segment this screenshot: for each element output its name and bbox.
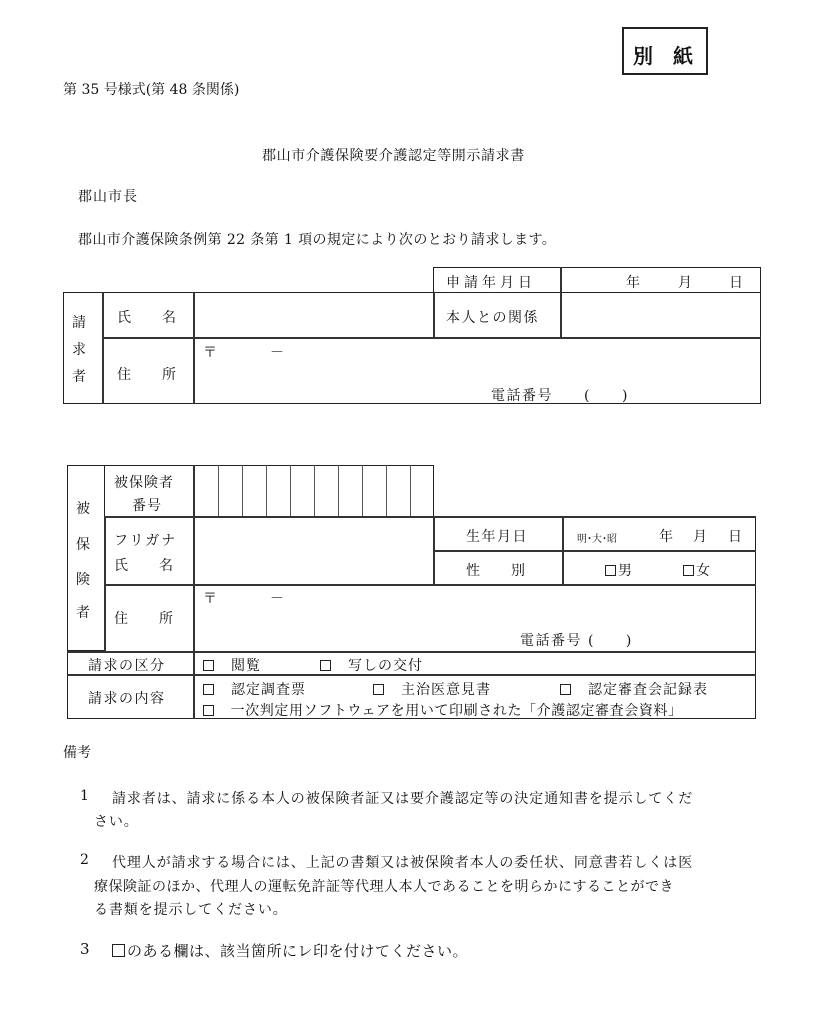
intro-text: 郡山市介護保険条例第 22 条第 1 項の規定により次のとおり請求します。 (78, 232, 557, 248)
address-field[interactable] (196, 340, 759, 402)
digit-divider (410, 465, 411, 517)
phone-label: 電話番号 ( ) (491, 388, 629, 404)
insured-address-field[interactable] (196, 587, 754, 649)
divider (102, 292, 104, 404)
note-2-line2: 療保険証のほか、代理人の運転免許証等代理人本人であることを明らかにすることができ (94, 879, 674, 895)
divider (193, 292, 195, 404)
insured-name-label: 氏 名 (114, 558, 174, 574)
note-2-line3: る書類を提示してください。 (94, 902, 288, 918)
note-3-num: 3 (80, 940, 90, 958)
birth-label: 生年月日 (466, 529, 528, 545)
content-label-3: 認定審査会記録表 (588, 682, 708, 698)
copy-checkbox[interactable] (320, 660, 331, 671)
date-label: 申請年月日 (446, 275, 536, 291)
note-checkbox-icon (112, 944, 125, 957)
name-label: 氏 名 (117, 310, 177, 326)
date-month: 月 (678, 275, 693, 291)
number-label-1: 被保険者 (114, 475, 174, 491)
note-1-num: 1 (80, 788, 89, 804)
divider (67, 651, 756, 653)
insured-side-4: 者 (76, 605, 91, 621)
requester-label-1: 請 (72, 315, 87, 331)
female-checkbox[interactable] (683, 565, 694, 576)
male-checkbox[interactable] (605, 565, 616, 576)
divider (560, 267, 562, 293)
content-option-4[interactable] (203, 700, 683, 720)
insured-side-2: 保 (76, 537, 91, 553)
divider (102, 337, 761, 339)
digit-divider (290, 465, 291, 517)
note-3-line (112, 940, 468, 961)
relation-label: 本人との関係 (446, 310, 539, 326)
furigana-label: フリガナ (114, 533, 178, 549)
divider (104, 516, 756, 518)
birth-month: 月 (693, 529, 708, 545)
divider (104, 584, 756, 586)
category-option-view[interactable] (203, 655, 261, 675)
postal-dash: － (270, 345, 285, 361)
era-label[interactable]: 明･大･昭 (577, 534, 617, 545)
content-checkbox-4[interactable] (203, 705, 214, 716)
view-checkbox[interactable] (203, 660, 214, 671)
male-option[interactable] (605, 560, 633, 580)
copy-label: 写しの交付 (348, 658, 423, 674)
note-1-line2: さい。 (94, 814, 139, 830)
female-label: 女 (696, 563, 711, 579)
date-day: 日 (729, 275, 744, 291)
insured-postal-dash: － (270, 591, 285, 607)
birth-year: 年 (659, 529, 674, 545)
postal-mark: 〒 (203, 345, 218, 361)
note-2-line1: 代理人が請求する場合には、上記の書類又は被保険者本人の委任状、同意書若しくは医 (112, 855, 694, 871)
divider (433, 550, 756, 552)
number-label-2: 番号 (132, 498, 162, 514)
bessi-label: 別 紙 (633, 44, 693, 68)
female-option[interactable] (683, 560, 711, 580)
insured-postal-mark: 〒 (203, 591, 218, 607)
content-option-3[interactable] (560, 679, 708, 699)
insured-phone-label: 電話番号 ( ) (520, 633, 633, 649)
insured-address-label: 住 所 (114, 611, 174, 627)
date-year: 年 (626, 275, 641, 291)
name-field[interactable] (196, 295, 431, 335)
male-label: 男 (618, 563, 633, 579)
content-label-2: 主治医意見書 (401, 682, 491, 698)
insured-side-3: 険 (76, 572, 91, 588)
insured-number-cells[interactable] (194, 465, 434, 517)
category-label: 請求の区分 (88, 658, 166, 674)
content-label-1: 認定調査票 (231, 682, 306, 698)
content-checkbox-1[interactable] (203, 684, 214, 695)
content-checkbox-3[interactable] (560, 684, 571, 695)
view-label: 閲覧 (231, 658, 261, 674)
note-2-num: 2 (80, 852, 89, 868)
note-3-text: のある欄は、該当箇所にレ印を付けてください。 (127, 942, 469, 960)
insured-side-1: 被 (76, 501, 91, 517)
address-label: 住 所 (117, 367, 177, 383)
digit-divider (314, 465, 315, 517)
category-option-copy[interactable] (320, 655, 423, 675)
digit-divider (362, 465, 363, 517)
digit-divider (266, 465, 267, 517)
digit-divider (242, 465, 243, 517)
insured-name-field[interactable] (196, 519, 431, 582)
birth-day: 日 (728, 529, 743, 545)
requester-label-3: 者 (72, 369, 87, 385)
relation-field[interactable] (563, 295, 759, 335)
form-number: 第 35 号様式(第 48 条関係) (63, 82, 240, 98)
divider (433, 292, 435, 338)
divider (193, 516, 195, 719)
content-label-4: 一次判定用ソフトウェアを用いて印刷された「介護認定審査会資料」 (230, 703, 683, 719)
notes-title: 備考 (63, 745, 91, 761)
content-option-2[interactable] (373, 679, 491, 699)
requester-label-2: 求 (72, 342, 87, 358)
sex-label: 性 別 (466, 563, 526, 579)
note-1-line1: 請求者は、請求に係る本人の被保険者証又は要介護認定等の決定通知書を提示してくだ (112, 791, 694, 807)
addressee: 郡山市長 (78, 189, 138, 205)
content-option-1[interactable] (203, 679, 306, 699)
page-title: 郡山市介護保険要介護認定等開示請求書 (262, 148, 525, 164)
digit-divider (338, 465, 339, 517)
digit-divider (218, 465, 219, 517)
content-checkbox-2[interactable] (373, 684, 384, 695)
content-label: 請求の内容 (88, 691, 166, 707)
digit-divider (386, 465, 387, 517)
divider (560, 292, 562, 338)
